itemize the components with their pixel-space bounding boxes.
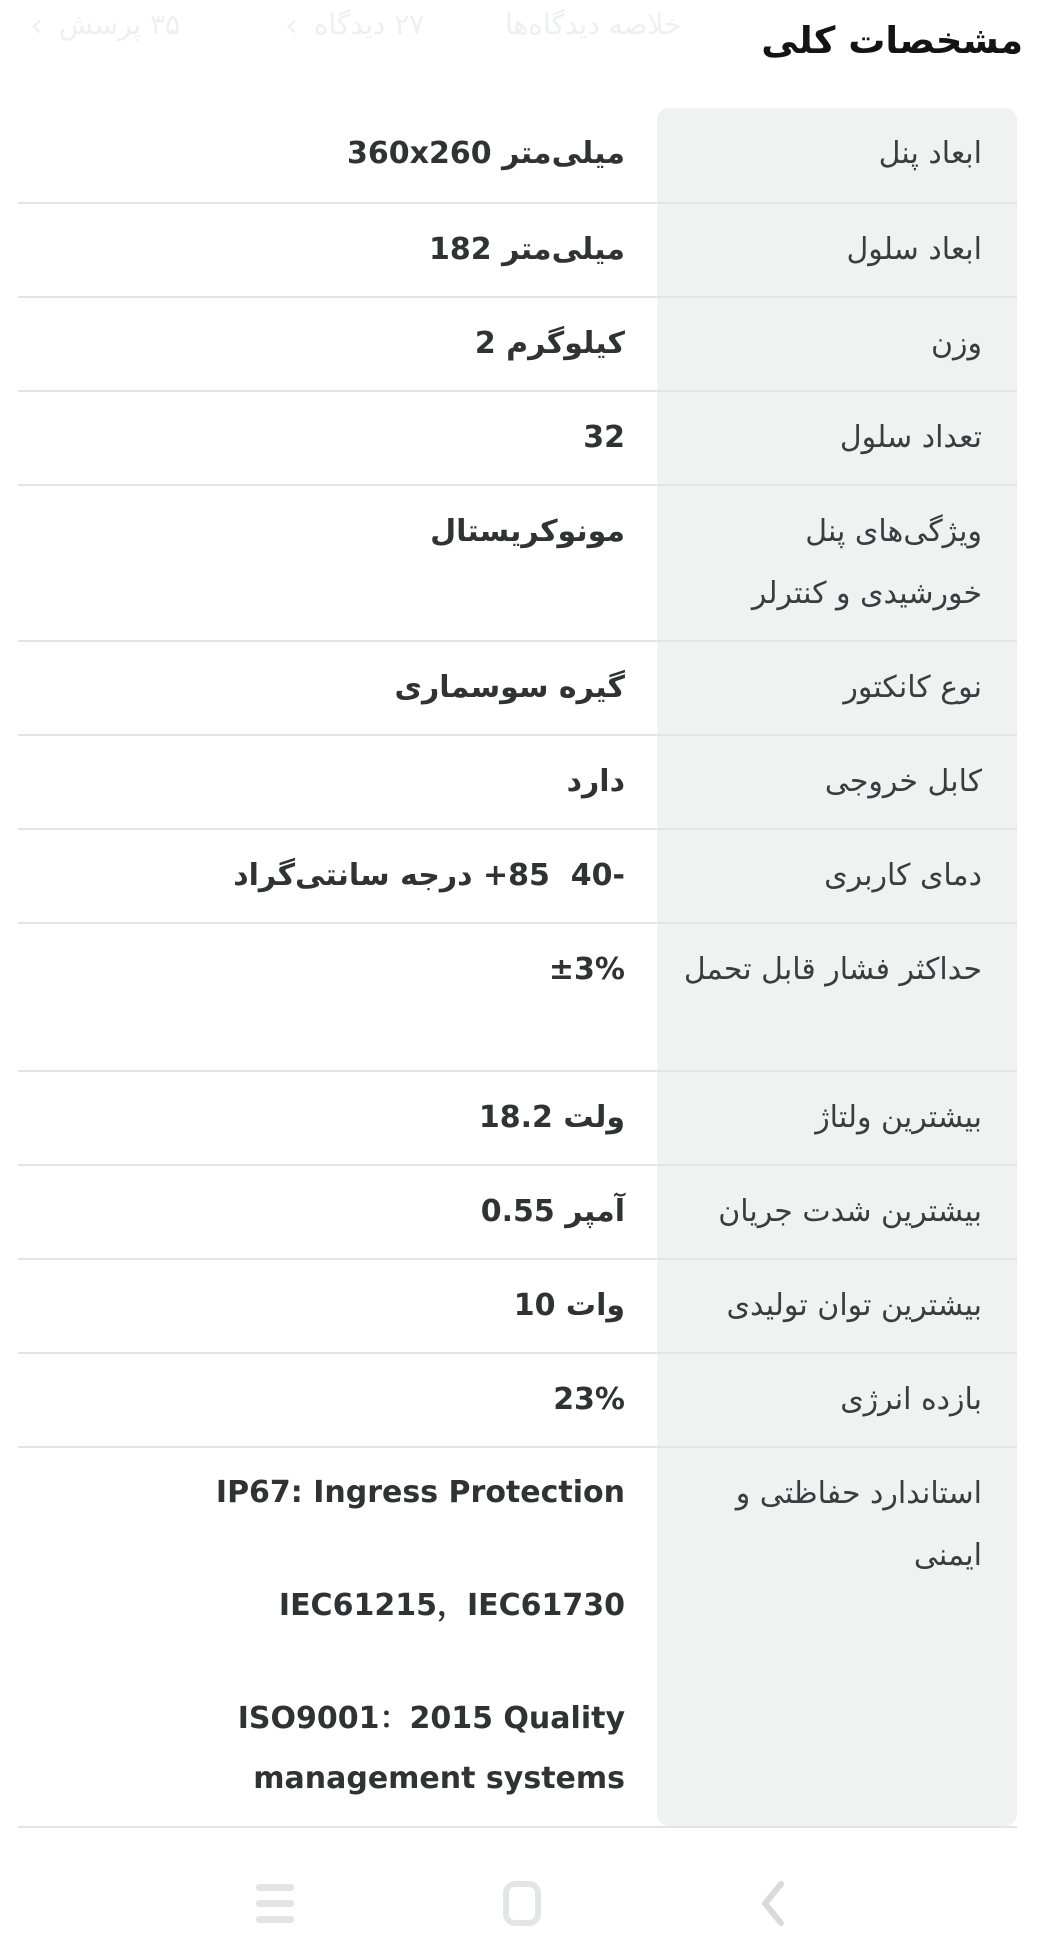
spec-label: کابل خروجی xyxy=(657,736,1017,828)
spec-value: درجه سانتی‌گراد ‎+85 40- xyxy=(233,858,625,893)
spec-label: ابعاد پنل xyxy=(657,108,1017,202)
standard-line: IEC61215，IEC61730 xyxy=(278,1588,625,1623)
spec-table xyxy=(18,108,1017,1828)
chevron-left-icon: ‹ xyxy=(285,5,298,44)
standard-line: IP67: Ingress Protection xyxy=(215,1475,625,1510)
spec-value: 0.55 آمپر xyxy=(480,1194,625,1229)
table-row xyxy=(18,1258,1017,1352)
spec-label: دمای کاربری xyxy=(657,830,1017,922)
spec-label: وزن xyxy=(657,298,1017,390)
tab-questions-label: ۳۵ پرسش xyxy=(58,8,181,41)
spec-value: 18.2 ولت xyxy=(478,1100,625,1135)
chevron-left-icon: ‹ xyxy=(30,5,43,44)
spec-value: گیره سوسماری xyxy=(394,670,625,705)
tab-comments-label: ۲۷ دیدگاه xyxy=(313,8,425,41)
spec-label: بازده انرژی xyxy=(657,1354,1017,1446)
back-button[interactable] xyxy=(760,1880,786,1931)
spec-value: 182 میلی‌متر xyxy=(429,232,625,267)
table-row xyxy=(18,108,1017,202)
table-row xyxy=(18,922,1017,1070)
table-row xyxy=(18,734,1017,828)
menu-button[interactable] xyxy=(256,1884,294,1923)
table-row xyxy=(18,1352,1017,1446)
spec-label: ویژگی‌های پنل خورشیدی و کنترلر xyxy=(657,486,1017,640)
spec-label: بیشترین ولتاژ xyxy=(657,1072,1017,1164)
home-button[interactable] xyxy=(503,1881,541,1926)
spec-value: 32 xyxy=(583,420,625,455)
spec-value-multiline xyxy=(18,1448,657,1826)
tab-comments-summary[interactable] xyxy=(505,8,682,41)
hamburger-icon xyxy=(256,1884,294,1923)
table-row xyxy=(18,390,1017,484)
spec-value: مونوکریستال xyxy=(430,514,625,549)
table-row xyxy=(18,1070,1017,1164)
spec-label: نوع کانکتور xyxy=(657,642,1017,734)
spec-value: دارد xyxy=(566,764,625,799)
table-row xyxy=(18,1446,1017,1826)
table-row xyxy=(18,296,1017,390)
spec-value: 2 کیلوگرم xyxy=(474,326,625,361)
spec-label: حداکثر فشار قابل تحمل xyxy=(657,924,1017,1070)
spec-label: ابعاد سلول xyxy=(657,204,1017,296)
standard-line: ISO9001：2015 Quality management systems xyxy=(237,1701,625,1796)
tab-questions[interactable] xyxy=(30,5,181,44)
spec-value: 360x260 میلی‌متر xyxy=(347,136,625,171)
chevron-left-icon xyxy=(760,1912,786,1931)
spec-value: ±3% xyxy=(548,952,625,987)
table-row xyxy=(18,828,1017,922)
spec-value: 23% xyxy=(553,1382,625,1417)
table-row xyxy=(18,484,1017,640)
table-row xyxy=(18,640,1017,734)
tab-comments-summary-label: خلاصه دیدگاه‌ها xyxy=(505,8,682,41)
spec-value: 10 وات xyxy=(513,1288,625,1323)
page-title: مشخصات کلی xyxy=(761,19,1023,62)
spec-label: استاندارد حفاظتی و ایمنی xyxy=(657,1448,1017,1826)
spec-label: بیشترین توان تولیدی xyxy=(657,1260,1017,1352)
table-row xyxy=(18,202,1017,296)
table-row xyxy=(18,1164,1017,1258)
tab-comments[interactable] xyxy=(285,5,425,44)
spec-label: بیشترین شدت جریان xyxy=(657,1166,1017,1258)
spec-label: تعداد سلول xyxy=(657,392,1017,484)
